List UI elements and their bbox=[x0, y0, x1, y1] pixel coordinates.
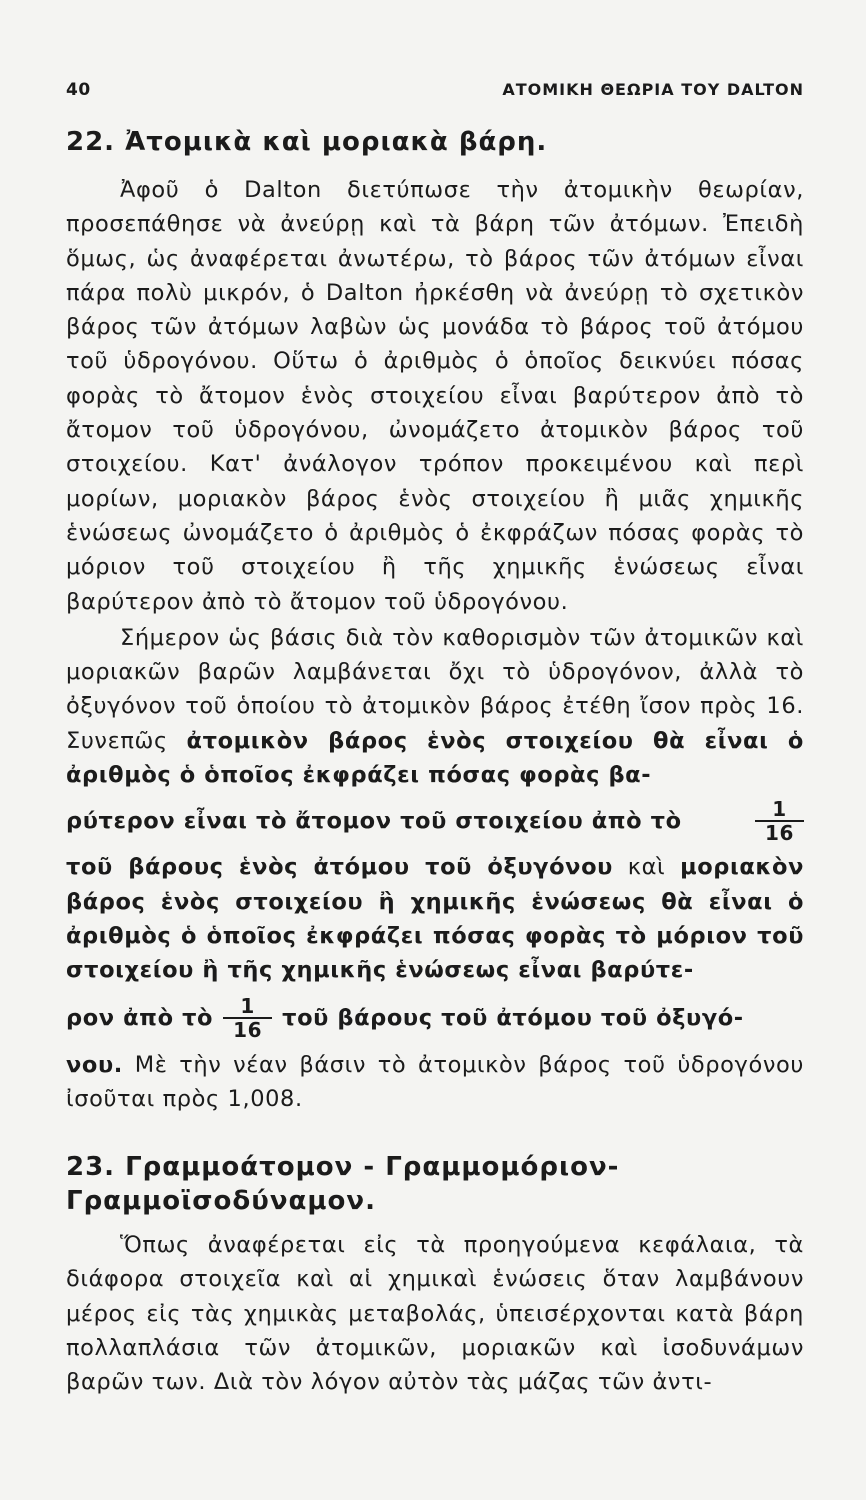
definition-conjunction: καὶ bbox=[627, 854, 666, 881]
paragraph-2-end-text: Μὲ τὴν νέαν βάσιν τὸ ἀτομικὸν βάρος τοῦ ὑδρογόνου ἰσοῦται πρὸς 1,008. bbox=[66, 1051, 804, 1112]
fraction-one-sixteenth bbox=[755, 798, 804, 844]
section-23 bbox=[66, 1150, 804, 1399]
fraction-2-denominator: 16 bbox=[223, 1017, 272, 1041]
fraction-line-2-right: τοῦ βάρους τοῦ ἀτόμου τοῦ ὀξυγό- bbox=[282, 1004, 744, 1031]
running-header bbox=[66, 80, 804, 100]
section-22 bbox=[66, 125, 804, 1116]
fraction-line-1 bbox=[66, 792, 804, 850]
page-number: 40 bbox=[66, 80, 91, 100]
fraction-numerator: 1 bbox=[772, 797, 787, 822]
fraction-line-2-left: ρον ἀπὸ τὸ bbox=[66, 1004, 214, 1031]
atomic-weight-definition: ἀτομικὸν βάρος ἑνὸς στοιχείου θὰ εἶναι ὁ ἀριθμὸς ὁ ὁποῖος ἐκφράζει πόσας φορὰς βα- bbox=[66, 727, 804, 789]
section-22-paragraph-2 bbox=[66, 621, 804, 792]
section-23-heading: 23. Γραμμοάτομον - Γραμμομόριον- bbox=[66, 1152, 620, 1182]
fraction-one-sixteenth-2 bbox=[223, 995, 272, 1041]
running-title: ΑΤΟΜΙΚΗ ΘΕΩΡΙΑ ΤΟΥ DALTON bbox=[502, 80, 804, 99]
section-22-paragraph-1: Ἀφοῦ ὁ Dalton διετύπωσε τὴν ἀτομικὴν θεωρίαν, προσεπάθησε νὰ ἀνεύρῃ καὶ τὰ βάρη τῶν ἀτόμων. Ἐπειδὴ ὅμως, ὡς ἀναφέρεται ἀνωτέρω, τὸ βάρος τῶν ἀτόμων εἶναι πάρα πολὺ μικρόν, ὁ Dalton ἠρκέσθη νὰ ἀνεύρῃ τὸ σχετικὸν βάρος τῶν ἀτόμων λαβὼν ὡς μονάδα τὸ βάρος τοῦ ἀτόμου τοῦ ὑδρογόνου. Οὕτω ὁ ἀριθμὸς ὁ ὁποῖος δεικνύει πόσας φορὰς τὸ ἄτομον ἑνὸς στοιχείου εἶναι βαρύτερον ἀπὸ τὸ ἄτομον τοῦ ὑδρογόνου, ὠνομάζετο ἀτομικὸν βάρος τοῦ στοιχείου. Κατ' ἀνάλογον τρόπον προκειμένου καὶ περὶ μορίων, μοριακὸν βάρος ἑνὸς στοιχείου ἢ μιᾶς χημικῆς ἑνώσεως ὠνομάζετο ὁ ἀριθμὸς ὁ ἐκφράζων πόσας φορὰς τὸ μόριον τοῦ στοιχείου ἢ τῆς χημικῆς ἑνώσεως εἶναι βαρύτερον ἀπὸ τὸ ἄτομον τοῦ ὑδρογόνου. bbox=[66, 177, 804, 615]
definition-bold-a: τοῦ βάρους ἑνὸς ἀτόμου τοῦ ὀξυγόνου bbox=[66, 854, 613, 881]
molecular-weight-definition bbox=[66, 850, 804, 987]
paragraph-2-end bbox=[66, 1048, 804, 1117]
section-22-heading: 22. Ἀτομικὰ καὶ μοριακὰ βάρη. bbox=[66, 127, 548, 157]
definition-bold-b: μοριακὸν βάρος ἑνὸς στοιχείου ἢ χημικῆς ἑνώσεως θὰ εἶναι ὁ ἀριθμὸς ὁ ὁποῖος ἐκφράζει πόσας φορὰς τὸ μόριον τοῦ στοιχείου ἢ τῆς χημικῆς ἑνώσεως εἶναι βαρύτε- bbox=[66, 854, 804, 984]
section-23-heading-line-2: Γραμμοϊσοδύναμον. bbox=[66, 1186, 376, 1216]
fraction-2-numerator: 1 bbox=[240, 993, 255, 1018]
fraction-line-1-text: ρύτερον εἶναι τὸ ἄτομον τοῦ στοιχείου ἀπὸ τὸ bbox=[66, 808, 682, 835]
fraction-denominator: 16 bbox=[755, 820, 804, 844]
section-23-paragraph-1: Ὅπως ἀναφέρεται εἰς τὰ προηγούμενα κεφάλαια, τὰ διάφορα στοιχεῖα καὶ αἱ χημικαὶ ἑνώσεις ὅταν λαμβάνουν μέρος εἰς τὰς χημικὰς μεταβολάς, ὑπεισέρχονται κατὰ βάρη πολλαπλάσια τῶν ἀτομικῶν, μοριακῶν καὶ ἰσοδυνάμων βαρῶν των. Διὰ τὸν λόγον αὐτὸν τὰς μάζας τῶν ἀντι- bbox=[66, 1232, 804, 1396]
paragraph-2-end-bold: νου. bbox=[66, 1051, 123, 1078]
paragraph-2-text: Σήμερον ὡς βάσις διὰ τὸν καθορισμὸν τῶν ἀτομικῶν καὶ μοριακῶν βαρῶν λαμβάνεται ὄχι τὸ ὑδρογόνον, ἀλλὰ τὸ ὀξυγόνον τοῦ ὁποίου τὸ ἀτομικὸν βάρος ἐτέθη ἴσον πρὸς 16. Συνεπῶς bbox=[66, 624, 804, 754]
fraction-line-2 bbox=[66, 988, 804, 1048]
